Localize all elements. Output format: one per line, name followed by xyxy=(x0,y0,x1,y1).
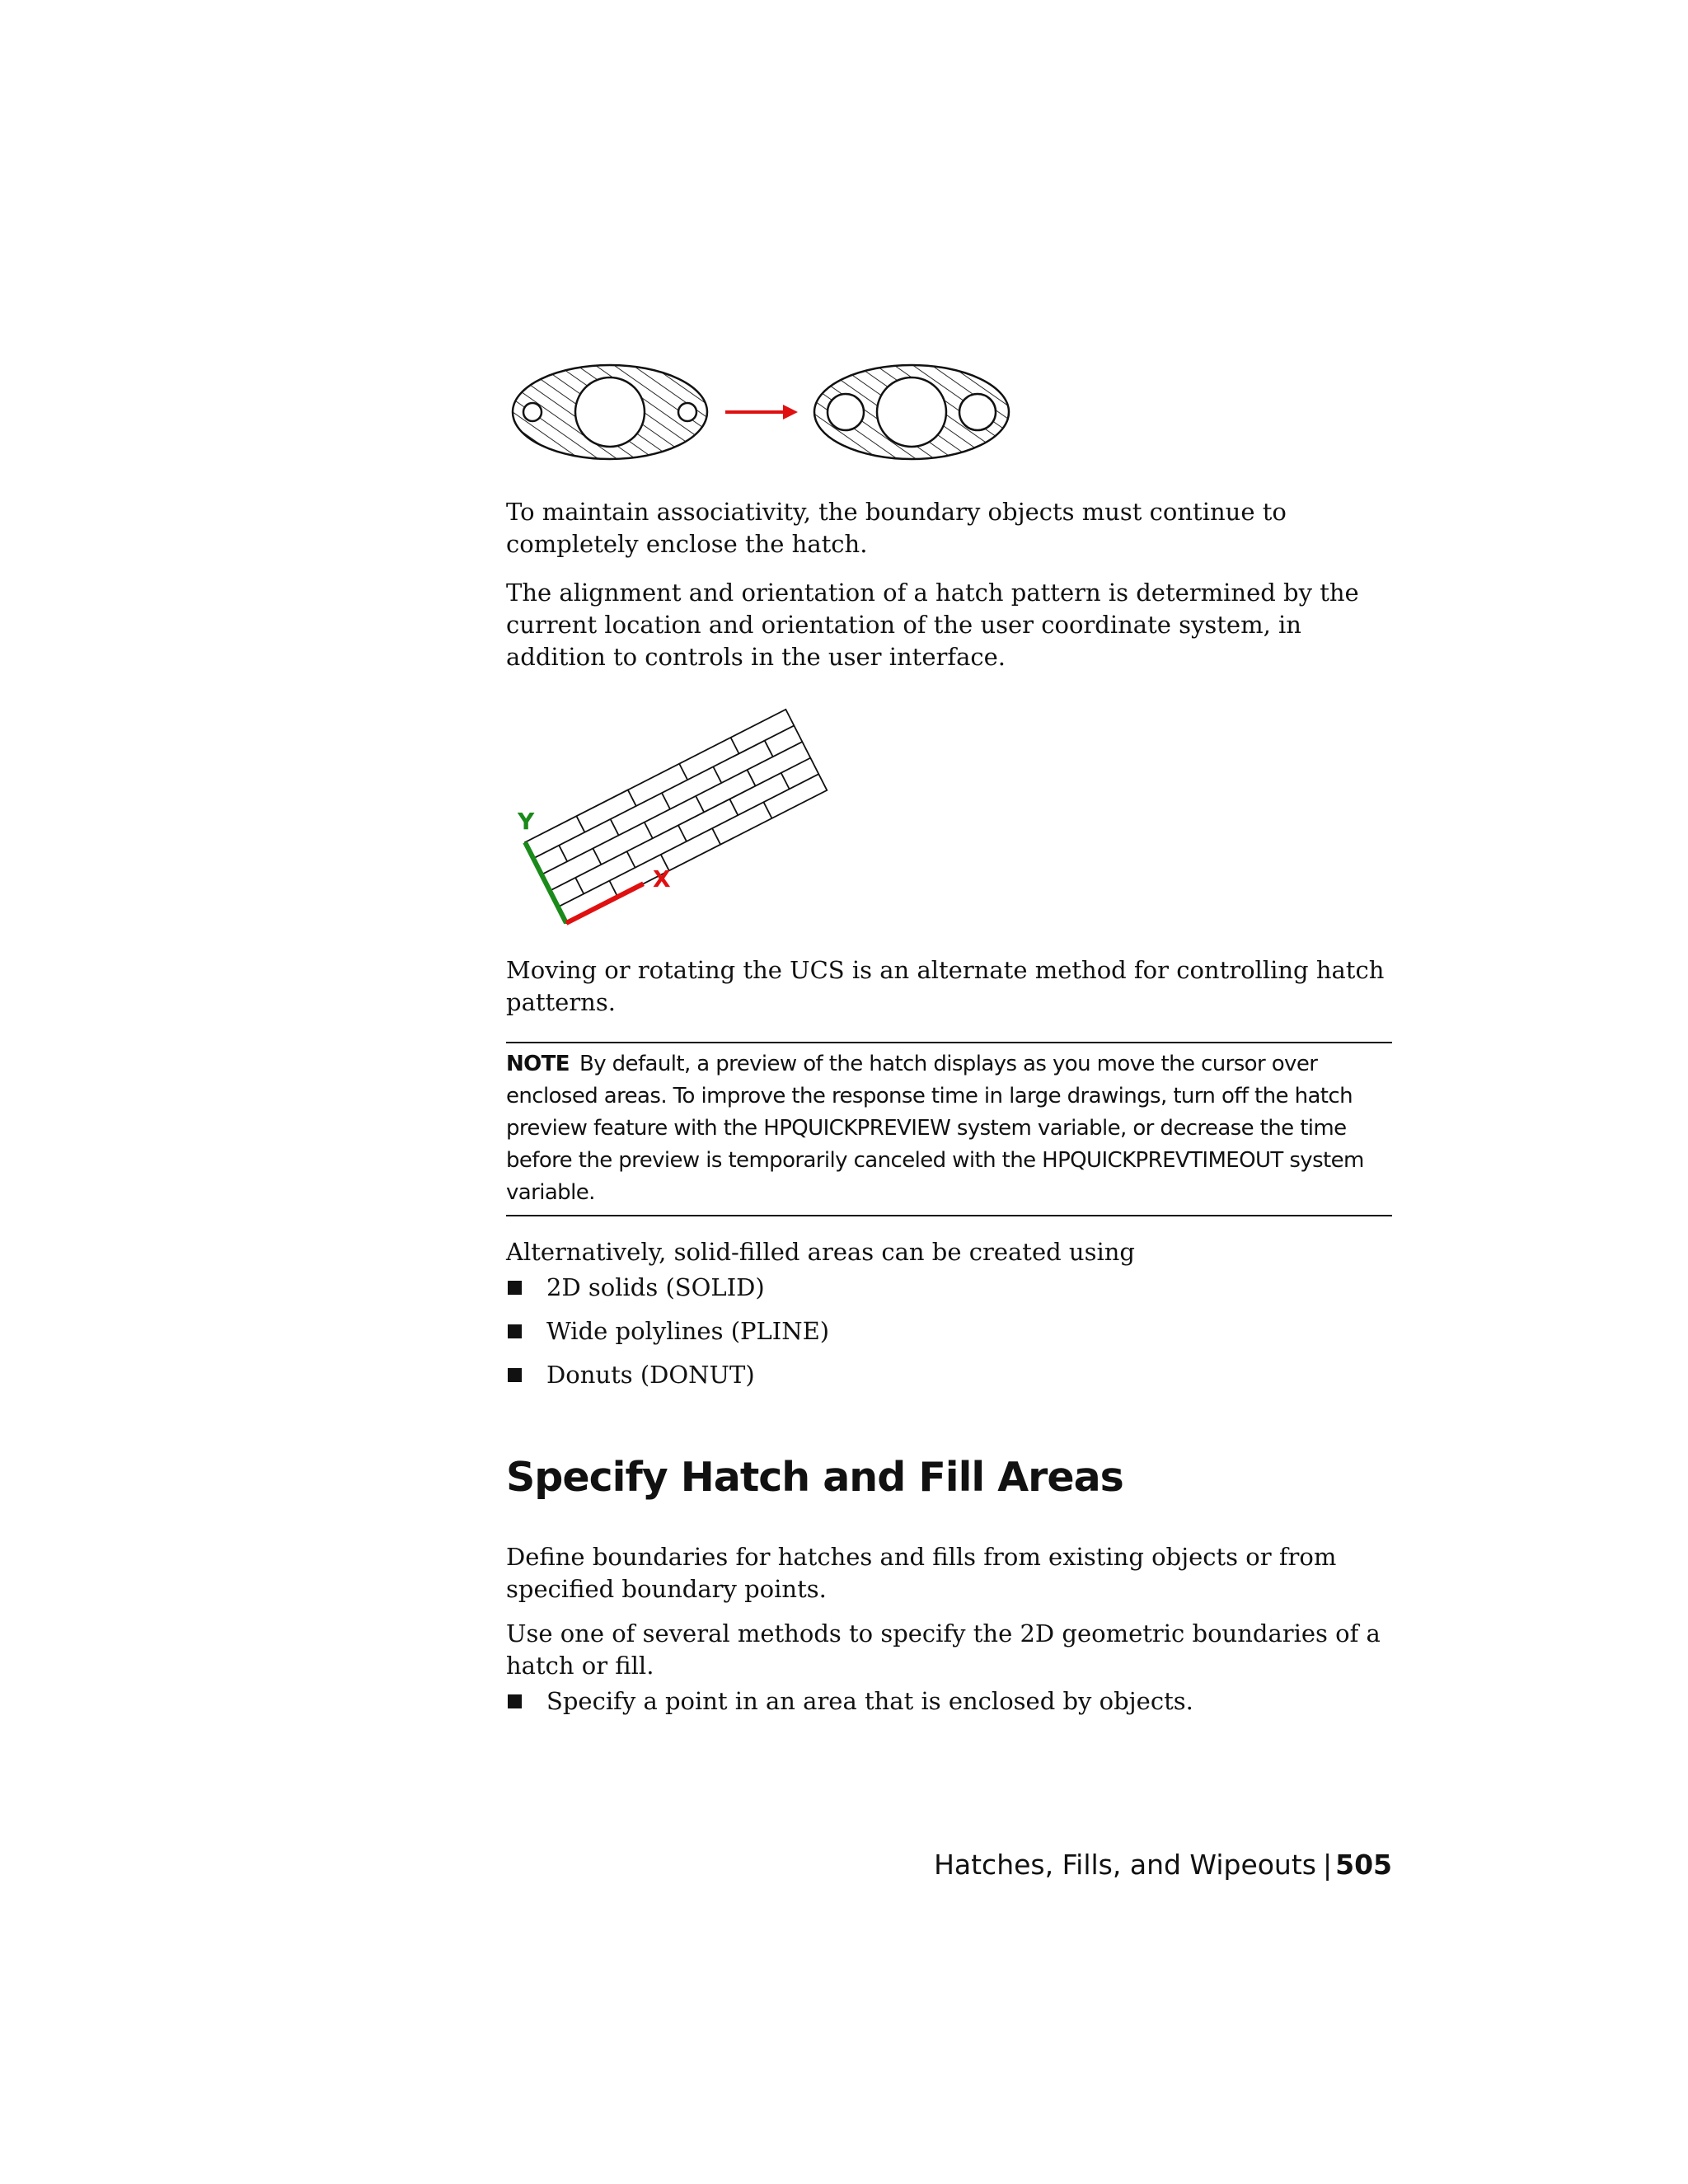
list-item xyxy=(506,1315,1392,1347)
list-item xyxy=(506,1358,1392,1391)
y-axis xyxy=(525,842,566,923)
list-item-text: Wide polylines (PLINE) xyxy=(546,1316,830,1345)
gasket-before xyxy=(504,354,719,470)
ucs-axes xyxy=(525,803,643,923)
note-bottom-rule xyxy=(506,1215,1392,1216)
note-label: NOTE xyxy=(506,1052,570,1076)
note-top-rule xyxy=(506,1042,1392,1043)
bullet-icon xyxy=(508,1281,522,1295)
bullet-icon xyxy=(508,1694,522,1708)
note-text: By default, a preview of the hatch displays as you move the cursor over enclosed areas. To improve the response time in large drawings, turn off the hatch preview feature with the HPQUICKPREVIEW system variable, or decrease the time before the preview is temporarily canceled with the HPQUICKPREVTIMEOUT system variable. xyxy=(506,1052,1364,1205)
footer-separator: | xyxy=(1322,1849,1333,1881)
note-block xyxy=(506,1048,1392,1209)
x-axis-label: X xyxy=(653,865,671,893)
gasket-after xyxy=(809,354,1024,470)
paragraph-alignment: The alignment and orientation of a hatch pattern is determined by the current location and orientation of the user coordinate system, in addition to controls in the user interface. xyxy=(506,579,1359,671)
x-axis xyxy=(566,883,644,923)
arrow-icon xyxy=(725,405,798,419)
list-item-text: Donuts (DONUT) xyxy=(546,1360,755,1389)
page-footer xyxy=(907,1846,1392,1884)
paragraph-ucs: Moving or rotating the UCS is an alternate method for controlling hatch patterns. xyxy=(506,956,1385,1016)
bullet-icon xyxy=(508,1324,522,1338)
y-axis-label: Y xyxy=(518,808,535,835)
hatch-associativity-figure xyxy=(504,354,1024,470)
bullet-icon xyxy=(508,1368,522,1382)
page-number: 505 xyxy=(1335,1849,1392,1881)
section-heading: Specify Hatch and Fill Areas xyxy=(506,1454,1123,1501)
list-item-text: 2D solids (SOLID) xyxy=(546,1272,765,1301)
ucs-rotated-hatch-figure xyxy=(504,692,851,931)
footer-chapter: Hatches, Fills, and Wipeouts xyxy=(934,1849,1316,1881)
list-item-text: Specify a point in an area that is enclosed by objects. xyxy=(546,1686,1193,1715)
list-item xyxy=(506,1685,1392,1718)
paragraph-define: Define boundaries for hatches and fills from existing objects or from specified boundary points. xyxy=(506,1543,1337,1603)
paragraph-associativity: To maintain associativity, the boundary objects must continue to completely enclose the hatch. xyxy=(506,498,1287,558)
paragraph-methods: Use one of several methods to specify the 2D geometric boundaries of a hatch or fill. xyxy=(506,1619,1381,1680)
list-item xyxy=(506,1271,1392,1304)
paragraph-alternatively: Alternatively, solid-filled areas can be created using xyxy=(506,1238,1135,1266)
